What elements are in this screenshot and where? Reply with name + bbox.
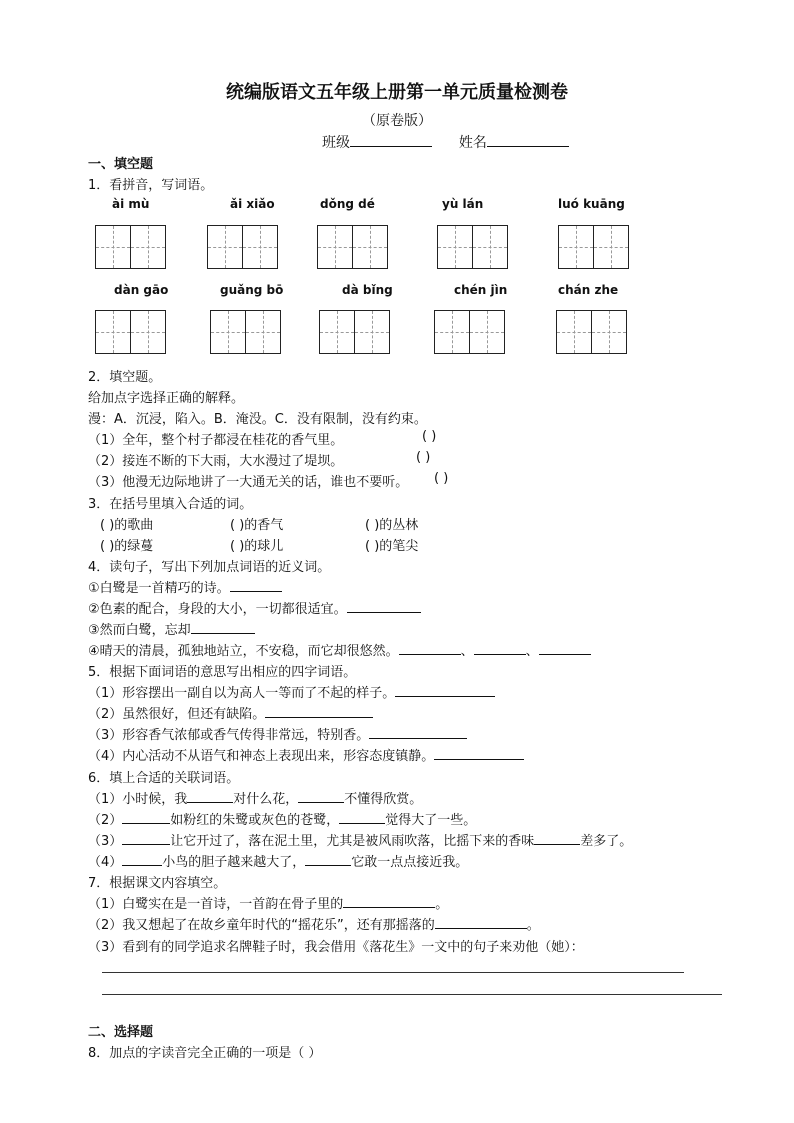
q1-stem: 1．看拼音，写词语。 <box>88 178 214 193</box>
q6-text: 对什么花， <box>233 792 299 807</box>
q7-answer-line-2[interactable] <box>102 994 722 995</box>
q5-answer-blank[interactable] <box>395 682 495 697</box>
q6-text: （2） <box>88 813 123 828</box>
q4-answer-blank[interactable] <box>230 577 282 592</box>
q2-answer-paren-3[interactable]: ( ) <box>434 471 449 486</box>
q7-answer-blank[interactable] <box>343 893 435 908</box>
page-subtitle: （原卷版） <box>362 113 432 129</box>
q6-item-2 <box>88 809 476 828</box>
q4-item-2-text: ②色素的配合，身段的大小，一切都很适宜。 <box>88 602 347 617</box>
tianzige-box[interactable] <box>437 225 508 269</box>
pinyin-guang-bo: guǎng bō <box>220 283 284 297</box>
q7-item-3: （3）看到有的同学追求名牌鞋子时，我会借用《落花生》一文中的句子来劝他（她）： <box>88 940 584 955</box>
q4-answer-blank[interactable] <box>474 640 526 655</box>
q3-blank-conglin[interactable]: ( )的丛林 <box>365 518 419 533</box>
class-label: 班级 <box>322 135 350 151</box>
tianzige-box[interactable] <box>558 225 629 269</box>
q7-stem: 7．根据课文内容填空。 <box>88 876 227 891</box>
name-field[interactable] <box>487 132 569 147</box>
q6-text: 觉得大了一些。 <box>385 813 477 828</box>
q5-item-1-text: （1）形容摆出一副自以为高人一等而了不起的样子。 <box>88 686 396 701</box>
q7-text: （2）我又想起了在故乡童年时代的“摇花乐”，还有那摇落的 <box>88 918 435 933</box>
q6-answer-blank[interactable] <box>122 809 170 824</box>
q2-instruction: 给加点字选择正确的解释。 <box>88 391 245 406</box>
tianzige-box[interactable] <box>95 310 166 354</box>
q5-item-3 <box>88 724 467 743</box>
class-field[interactable] <box>350 132 432 147</box>
section-fill-heading: 一、填空题 <box>88 157 154 172</box>
q6-answer-blank[interactable] <box>122 851 162 866</box>
pinyin-chen-jin: chén jìn <box>454 283 508 297</box>
q4-stem: 4．读句子，写出下列加点词语的近义词。 <box>88 560 331 575</box>
pinyin-ai-xiao: ǎi xiǎo <box>230 197 275 211</box>
q5-item-3-text: （3）形容香气浓郁或香气传得非常远，特别香。 <box>88 728 370 743</box>
q6-stem: 6．填上合适的关联词语。 <box>88 771 240 786</box>
pinyin-dong-de: dǒng dé <box>320 197 375 211</box>
q6-text: 如粉红的朱鹭或灰色的苍鹭， <box>170 813 340 828</box>
q2-options: 漫：A．沉浸，陷入。B．淹没。C．没有限制，没有约束。 <box>88 412 427 427</box>
q3-blank-qiuer[interactable]: ( )的球儿 <box>230 539 284 554</box>
pinyin-luo-kuang: luó kuāng <box>558 197 625 211</box>
q3-blank-xiangqi[interactable]: ( )的香气 <box>230 518 284 533</box>
q2-item-3: （3）他漫无边际地讲了一大通无关的话，谁也不要听。 <box>88 475 409 490</box>
q4-item-4 <box>88 640 591 659</box>
pinyin-chan-zhe: chán zhe <box>558 283 619 297</box>
q6-answer-blank[interactable] <box>298 788 344 803</box>
q4-answer-blank[interactable] <box>191 619 255 634</box>
q6-item-4 <box>88 851 468 870</box>
q6-text: 它敢一点点接近我。 <box>351 855 469 870</box>
q2-item-2: （2）接连不断的下大雨，大水漫过了堤坝。 <box>88 454 344 469</box>
q6-text: （1）小时候，我 <box>88 792 188 807</box>
q6-item-1 <box>88 788 422 807</box>
tianzige-box[interactable] <box>210 310 281 354</box>
tianzige-box[interactable] <box>95 225 166 269</box>
q2-answer-paren-1[interactable]: ( ) <box>422 429 437 444</box>
q4-item-1 <box>88 577 282 596</box>
q6-text: 小鸟的胆子越来越大了， <box>162 855 306 870</box>
q7-text: （1）白鹭实在是一首诗，一首韵在骨子里的 <box>88 897 344 912</box>
q7-answer-line-1[interactable] <box>102 972 684 973</box>
q3-blank-gequ[interactable]: ( )的歌曲 <box>100 518 154 533</box>
q4-item-3-text: ③然而白鹭，忘却 <box>88 623 191 638</box>
q4-item-2 <box>88 598 421 617</box>
q3-blank-bijian[interactable]: ( )的笔尖 <box>365 539 419 554</box>
q7-item-2 <box>88 914 540 933</box>
separator: 、 <box>460 644 474 659</box>
q6-answer-blank[interactable] <box>122 830 170 845</box>
tianzige-box[interactable] <box>319 310 390 354</box>
q5-item-1 <box>88 682 495 701</box>
q3-blank-lvman[interactable]: ( )的绿蔓 <box>100 539 154 554</box>
q7-text: 。 <box>526 918 540 933</box>
q4-answer-blank[interactable] <box>539 640 591 655</box>
q5-stem: 5．根据下面词语的意思写出相应的四字词语。 <box>88 665 357 680</box>
name-label: 姓名 <box>458 135 487 151</box>
q5-item-2-text: （2）虽然很好，但还有缺陷。 <box>88 707 266 722</box>
q5-answer-blank[interactable] <box>369 724 467 739</box>
q6-answer-blank[interactable] <box>305 851 351 866</box>
q6-text: 差多了。 <box>580 834 633 849</box>
q4-answer-blank[interactable] <box>347 598 421 613</box>
q7-item-1 <box>88 893 448 912</box>
q8-stem: 8．加点的字读音完全正确的一项是（ ） <box>88 1046 322 1061</box>
q6-text: 不懂得欣赏。 <box>344 792 423 807</box>
class-name-line <box>322 132 569 152</box>
q3-stem: 3．在括号里填入合适的词。 <box>88 497 253 512</box>
q2-answer-paren-2[interactable]: ( ) <box>416 450 431 465</box>
tianzige-box[interactable] <box>317 225 388 269</box>
q5-item-2 <box>88 703 373 722</box>
q6-text: （3） <box>88 834 123 849</box>
q6-text: （4） <box>88 855 123 870</box>
q5-answer-blank[interactable] <box>434 745 524 760</box>
tianzige-box[interactable] <box>556 310 627 354</box>
separator: 、 <box>525 644 539 659</box>
pinyin-yu-lan: yù lán <box>442 197 484 211</box>
page-title: 统编版语文五年级上册第一单元质量检测卷 <box>226 82 568 103</box>
pinyin-da-bing: dà bǐng <box>342 283 393 297</box>
pinyin-dan-gao: dàn gāo <box>114 283 169 297</box>
q6-answer-blank[interactable] <box>534 830 580 845</box>
q7-answer-blank[interactable] <box>435 914 527 929</box>
q6-item-3 <box>88 830 632 849</box>
q5-item-4-text: （4）内心活动不从语气和神态上表现出来，形容态度镇静。 <box>88 749 435 764</box>
q6-answer-blank[interactable] <box>339 809 385 824</box>
q4-item-1-text: ①白鹭是一首精巧的诗。 <box>88 581 230 596</box>
q6-answer-blank[interactable] <box>187 788 233 803</box>
tianzige-box[interactable] <box>207 225 278 269</box>
q6-text: 让它开过了，落在泥土里，尤其是被风雨吹落，比摇下来的香味 <box>170 834 535 849</box>
q4-answer-blank[interactable] <box>399 640 461 655</box>
q7-text: 。 <box>435 897 449 912</box>
q4-item-3 <box>88 619 255 638</box>
q5-item-4 <box>88 745 524 764</box>
section-choice-heading: 二、选择题 <box>88 1025 154 1040</box>
q2-stem: 2．填空题。 <box>88 370 162 385</box>
q5-answer-blank[interactable] <box>265 703 373 718</box>
q2-item-1: （1）全年，整个村子都浸在桂花的香气里。 <box>88 433 344 448</box>
q4-item-4-text: ④晴天的清晨，孤独地站立，不安稳，而它却很悠然。 <box>88 644 399 659</box>
tianzige-box[interactable] <box>434 310 505 354</box>
pinyin-ai-mu: ài mù <box>112 197 150 211</box>
